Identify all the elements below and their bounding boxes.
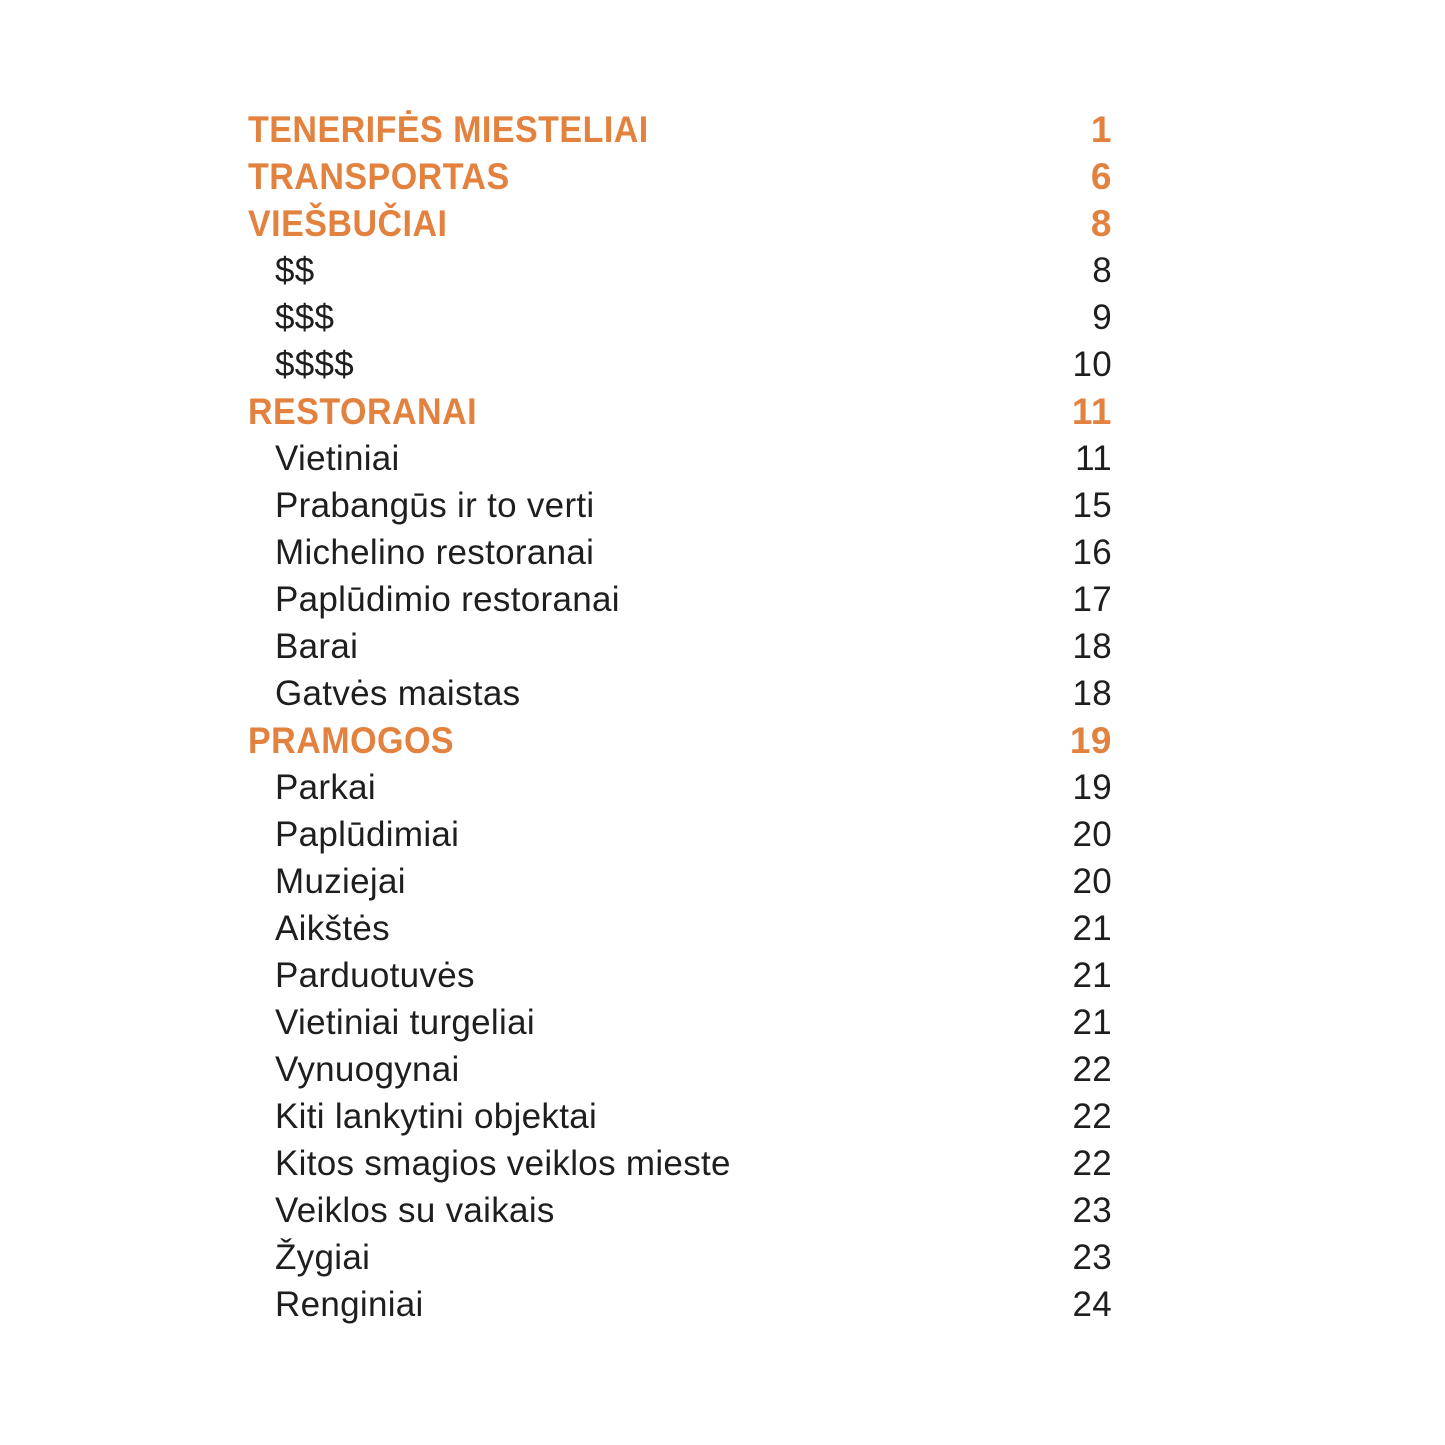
toc-entry-row [248, 764, 1112, 811]
toc-section-title: VIEŠBUČIAI [248, 202, 448, 244]
toc-page-number: 22 [1072, 1049, 1112, 1089]
toc-page-number: 10 [1072, 344, 1112, 384]
table-of-contents [248, 106, 1112, 1328]
toc-entry-row [248, 858, 1112, 905]
toc-entry-label: Aikštės [275, 908, 390, 948]
toc-page-number: 9 [1092, 297, 1112, 337]
toc-entry-label: Parduotuvės [275, 955, 475, 995]
toc-page-number: 19 [1072, 767, 1112, 807]
toc-entry-row [248, 1187, 1112, 1234]
toc-page-number: 1 [1090, 108, 1112, 150]
toc-section-title: TENERIFĖS MIESTELIAI [248, 108, 649, 150]
toc-entry-label: $$$$ [275, 344, 355, 384]
toc-page-number: 17 [1072, 579, 1112, 619]
toc-entry-row [248, 1093, 1112, 1140]
toc-entry-row [248, 247, 1112, 294]
toc-section-heading-row [248, 106, 1112, 153]
toc-entry-label: Michelino restoranai [275, 532, 595, 572]
toc-page-number: 11 [1075, 438, 1112, 478]
toc-section-heading-row [248, 388, 1112, 435]
toc-section-heading-row [248, 717, 1112, 764]
toc-page-number: 20 [1072, 814, 1112, 854]
toc-page-number: 22 [1072, 1096, 1112, 1136]
toc-entry-row [248, 670, 1112, 717]
toc-entry-row [248, 952, 1112, 999]
toc-page-number: 21 [1072, 1002, 1112, 1042]
toc-section-title: PRAMOGOS [248, 719, 455, 761]
toc-entry-row [248, 905, 1112, 952]
toc-entry-label: Paplūdimio restoranai [275, 579, 620, 619]
toc-section-title: RESTORANAI [248, 390, 478, 432]
toc-entry-label: Prabangūs ir to verti [275, 485, 595, 525]
toc-entry-label: Barai [275, 626, 359, 666]
toc-entry-row [248, 341, 1112, 388]
toc-page-number: 15 [1072, 485, 1112, 525]
toc-page-number: 8 [1090, 202, 1112, 244]
toc-entry-row [248, 529, 1112, 576]
toc-entry-label: Veiklos su vaikais [275, 1190, 555, 1230]
toc-entry-label: Paplūdimiai [275, 814, 460, 854]
toc-entry-label: $$ [275, 250, 315, 290]
toc-section-heading-row [248, 200, 1112, 247]
toc-entry-label: Žygiai [275, 1237, 371, 1277]
toc-page-number: 22 [1072, 1143, 1112, 1183]
toc-page-number: 8 [1092, 250, 1112, 290]
toc-entry-label: Vietiniai turgeliai [275, 1002, 535, 1042]
toc-entry-label: $$$ [275, 297, 335, 337]
toc-page-number: 19 [1069, 719, 1112, 761]
toc-page-number: 21 [1072, 955, 1112, 995]
toc-entry-row [248, 294, 1112, 341]
toc-page-number: 21 [1072, 908, 1112, 948]
toc-entry-row [248, 999, 1112, 1046]
toc-page-number: 24 [1072, 1284, 1112, 1324]
toc-page-number: 18 [1072, 626, 1112, 666]
toc-entry-label: Muziejai [275, 861, 406, 901]
toc-entry-label: Kiti lankytini objektai [275, 1096, 598, 1136]
toc-page-number: 16 [1072, 532, 1112, 572]
toc-entry-label: Gatvės maistas [275, 673, 521, 713]
toc-entry-label: Renginiai [275, 1284, 424, 1324]
toc-page-number: 11 [1071, 390, 1112, 432]
toc-entry-label: Parkai [275, 767, 377, 807]
toc-page-number: 20 [1072, 861, 1112, 901]
toc-section-title: TRANSPORTAS [248, 155, 510, 197]
toc-entry-row [248, 811, 1112, 858]
toc-page-number: 18 [1072, 673, 1112, 713]
toc-entry-row [248, 576, 1112, 623]
toc-page-number: 6 [1090, 155, 1112, 197]
toc-page-number: 23 [1072, 1237, 1112, 1277]
toc-entry-row [248, 1281, 1112, 1328]
toc-entry-row [248, 623, 1112, 670]
toc-entry-row [248, 1234, 1112, 1281]
toc-entry-label: Vynuogynai [275, 1049, 460, 1089]
toc-page-number: 23 [1072, 1190, 1112, 1230]
toc-entry-label: Kitos smagios veiklos mieste [275, 1143, 731, 1183]
toc-entry-label: Vietiniai [275, 438, 400, 478]
toc-entry-row [248, 1046, 1112, 1093]
toc-entry-row [248, 482, 1112, 529]
toc-entry-row [248, 435, 1112, 482]
toc-entry-row [248, 1140, 1112, 1187]
toc-section-heading-row [248, 153, 1112, 200]
